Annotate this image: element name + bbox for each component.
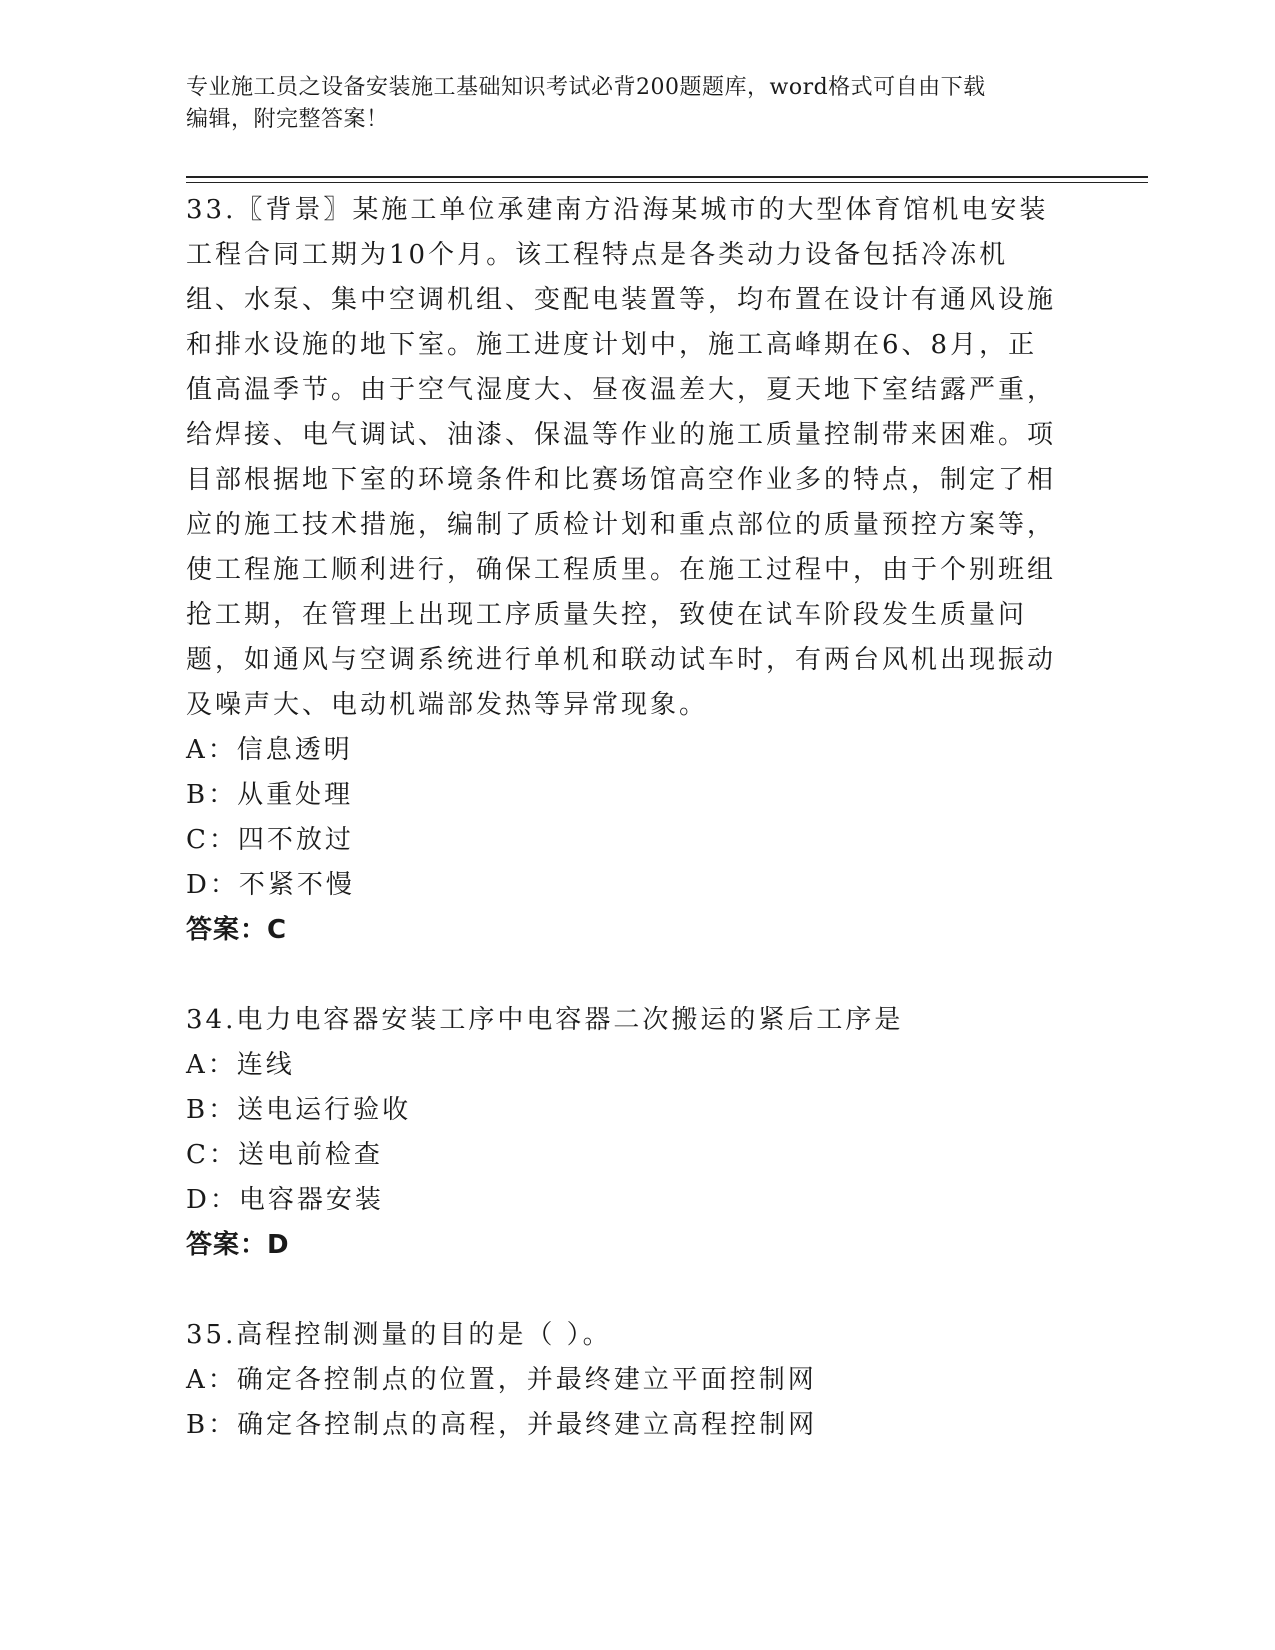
answer: 答案：C [186, 915, 288, 945]
option-c: C：送电前检查 [186, 1140, 383, 1170]
spacer [186, 953, 1066, 998]
header-divider-thick [186, 176, 1148, 178]
question-text: 33.〖背景〗某施工单位承建南方沿海某城市的大型体育馆机电安装工程合同工期为10个月。该工程特点是各类动力设备包括冷冻机组、水泵、集中空调机组、变配电装置等，均布置在设计有通风设施和排水设施的地下室。施工进度计划中，施工高峰期在6、8月，正值高温季节。由于空气湿度大、昼夜温差大，夏天地下室结露严重，给焊接、电气调试、油漆、保温等作业的施工质量控制带来困难。项目部根据地下室的环境条件和比赛场馆高空作业多的特点，制定了相应的施工技术措施，编制了质检计划和重点部位的质量预控方案等，使工程施工顺利进行，确保工程质里。在施工过程中，由于个别班组抢工期，在管理上出现工序质量失控，致使在试车阶段发生质量问题，如通风与空调系统进行单机和联动试车时，有两台风机出现振动及噪声大、电动机端部发热等异常现象。 [186, 195, 1057, 720]
option-c: C：四不放过 [186, 825, 354, 855]
header-line-1: 专业施工员之设备安装施工基础知识考试必背200题题库，word格式可自由下载 [186, 75, 986, 100]
option-b: B：从重处理 [186, 780, 354, 810]
option-a: A：连线 [186, 1050, 295, 1080]
question-33 [186, 188, 1066, 953]
option-b: B：确定各控制点的高程，并最终建立高程控制网 [186, 1410, 818, 1440]
option-d: D：电容器安装 [186, 1185, 384, 1215]
header-line-2: 编辑，附完整答案！ [186, 107, 389, 132]
option-a: A：信息透明 [186, 735, 353, 765]
spacer [186, 1268, 1066, 1313]
question-34 [186, 998, 1066, 1268]
option-d: D：不紧不慢 [186, 870, 355, 900]
document-header [186, 72, 1066, 136]
question-text: 35.高程控制测量的目的是（ ）。 [186, 1320, 612, 1350]
answer: 答案：D [186, 1230, 290, 1260]
question-35 [186, 1313, 1066, 1448]
question-list [186, 188, 1066, 1448]
option-b: B：送电运行验收 [186, 1095, 412, 1125]
option-a: A：确定各控制点的位置，并最终建立平面控制网 [186, 1365, 817, 1395]
question-text: 34.电力电容器安装工序中电容器二次搬运的紧后工序是 [186, 1005, 904, 1035]
header-divider-thin [186, 182, 1148, 183]
